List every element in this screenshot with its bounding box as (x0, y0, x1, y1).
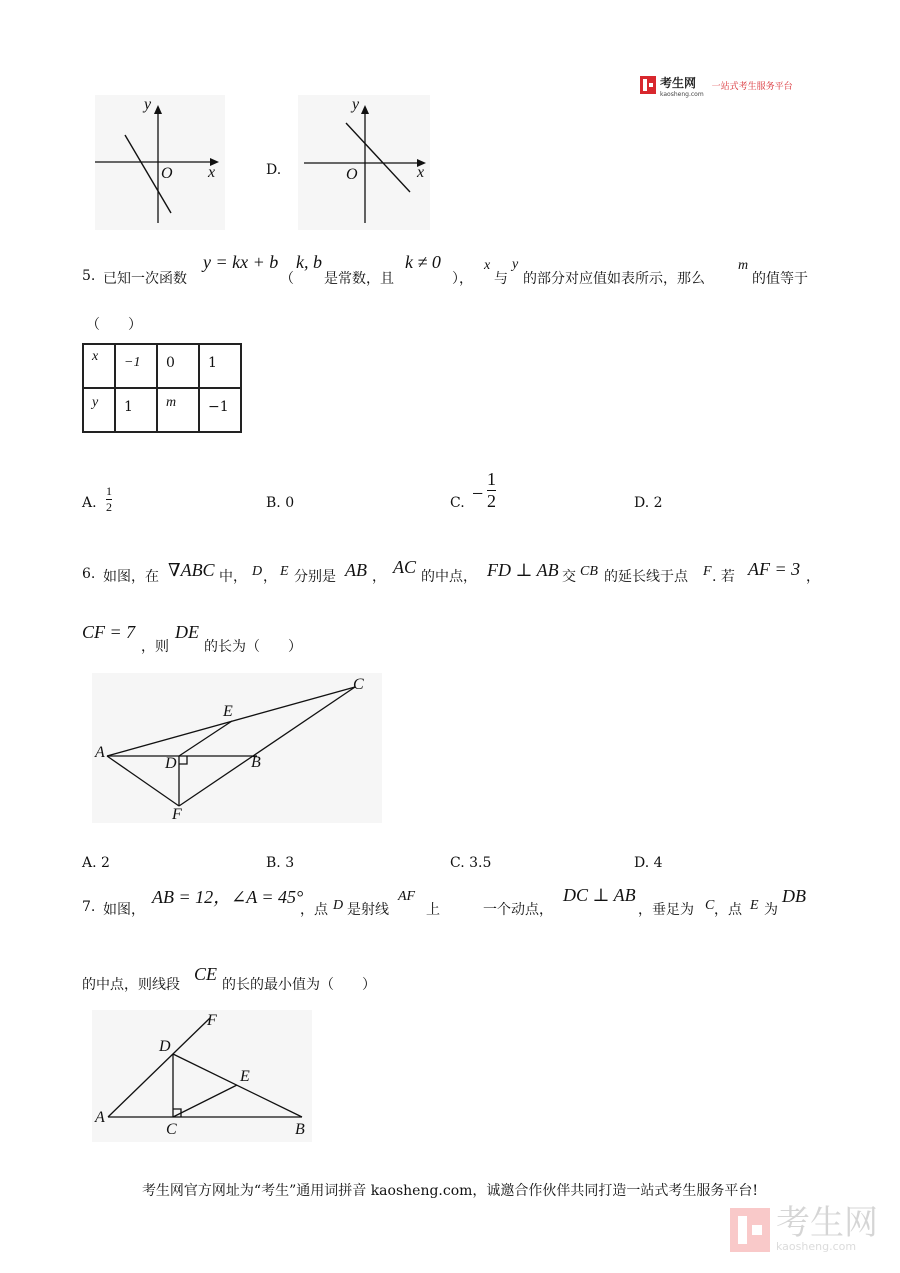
q7-perpendicular: DC ⊥ AB (563, 885, 636, 905)
table-x-value: 1 (208, 355, 217, 371)
logo-name: 考生网 (660, 76, 697, 90)
table-cell (83, 388, 115, 432)
table-cell (199, 388, 241, 432)
q7-text: 如图， (103, 902, 145, 918)
q7-point-c: C (705, 898, 715, 913)
table-y-value: 1 (124, 399, 133, 415)
q7-label-d: D (159, 1038, 171, 1055)
graph-c-x-label: x (208, 164, 216, 181)
q6-text: ， (263, 569, 277, 585)
page-footer: 考生网官方网址为“考生”通用词拼音 kaosheng.com，诚邀合作伙伴共同打造一站式考生服务平台! (141, 1183, 759, 1199)
q7-label-b: B (295, 1121, 305, 1138)
q5-condition: k ≠ 0 (405, 252, 441, 272)
graph-d-origin-label: O (346, 166, 358, 183)
q7-text: ，点 (300, 902, 328, 918)
watermark-logo-icon (730, 1208, 770, 1252)
q6-perpendicular: FD ⊥ AB (487, 560, 559, 580)
q5-var-x: x (484, 258, 491, 273)
q7-text: 是射线 (347, 902, 389, 918)
fraction-denominator: 2 (487, 491, 496, 511)
q5-text: 已知一次函数 (103, 271, 187, 287)
logo-text (660, 72, 704, 98)
table-x-value: 0 (166, 355, 175, 371)
q7-number: 7. (82, 899, 96, 915)
q7-text: 的中点，则线段 (82, 977, 180, 993)
q6-text: 的延长线于点 (604, 569, 688, 585)
q6-number: 6. (82, 566, 96, 582)
q6-label-d: D (165, 755, 177, 772)
fraction-numerator: 1 (106, 484, 112, 498)
table-cell (83, 344, 115, 388)
q6-label-a: A (95, 744, 105, 761)
q7-text: 的长的最小值为（ ） (222, 977, 376, 993)
q6-text: ， (372, 569, 386, 585)
q6-point-d: D (252, 564, 263, 579)
q5-option-b: B. 0 (266, 495, 295, 511)
q6-point-f: F (703, 564, 712, 579)
q7-ray-af: AF (398, 889, 416, 904)
q6-point-e: E (280, 564, 289, 579)
watermark-text (776, 1203, 878, 1253)
q6-segment-ac: AC (393, 557, 417, 577)
q7-text: ，垂足为 (638, 902, 694, 918)
table-cell (157, 344, 199, 388)
table-cell (115, 388, 157, 432)
q6-segment-ab: AB (345, 560, 367, 580)
graph-d-y-label: y (352, 96, 360, 113)
q7-label-a: A (95, 1109, 105, 1126)
table-y-value: m (166, 395, 177, 410)
q5-answer-blank: （ ） (86, 317, 142, 333)
q6-figure (92, 673, 382, 823)
logo-domain: kaosheng.com (660, 91, 704, 98)
value-table (82, 343, 242, 433)
q7-text: ，点 (714, 902, 742, 918)
q7-text: 一个动点， (483, 902, 553, 918)
q6-segment-de: DE (175, 622, 199, 642)
q6-text: 如图，在 (103, 569, 159, 585)
header-slogan: 一站式考生服务平台 (711, 81, 793, 92)
q7-figure (92, 1010, 312, 1142)
q6-text: . 若 (712, 569, 735, 585)
q6-text: ，则 (141, 639, 169, 655)
table-x-value: −1 (124, 355, 141, 370)
q7-text: 上 (426, 902, 440, 918)
q6-label-f: F (172, 806, 182, 823)
table-header-x: x (92, 349, 99, 364)
q6-cf-value: CF = 7 (82, 622, 136, 642)
q5-text: 与 (494, 271, 508, 287)
graph-option-d (298, 95, 430, 230)
q5-function: y = kx + b (203, 252, 279, 272)
option-d-label: D. (266, 162, 282, 178)
q6-label-b: B (251, 754, 261, 771)
q5-option-c-fraction (487, 469, 496, 512)
watermark (730, 1203, 878, 1253)
logo-icon (640, 76, 656, 94)
table-cell (157, 388, 199, 432)
graph-c-y-label: y (144, 96, 152, 113)
q7-label-c: C (166, 1121, 177, 1138)
graph-option-c (95, 95, 225, 230)
q6-option-d: D. 4 (634, 855, 663, 871)
q6-text: 中， (219, 569, 247, 585)
q7-text: 为 (764, 902, 778, 918)
fraction-denominator: 2 (106, 500, 112, 514)
q6-text: 的中点， (421, 569, 477, 585)
table-cell (199, 344, 241, 388)
q5-var-m: m (738, 258, 749, 273)
q5-text: ）， (452, 271, 473, 287)
q7-point-e: E (750, 898, 759, 913)
q6-triangle: ∇ABC (168, 560, 215, 580)
graph-c-origin-label: O (161, 165, 173, 182)
q5-text: 是常数，且 (324, 271, 394, 287)
q7-label-e: E (240, 1068, 250, 1085)
header-logo (640, 72, 793, 98)
q5-option-c-label: C. (450, 495, 465, 511)
q6-label-e: E (223, 703, 233, 720)
q6-text: 交 (562, 569, 576, 585)
fraction-numerator: 1 (487, 469, 496, 489)
q6-af-value: AF = 3 (748, 559, 801, 579)
q6-text: 的长为（ ） (204, 639, 302, 655)
q5-number: 5. (82, 268, 96, 284)
q6-option-b: B. 3 (266, 855, 295, 871)
q7-label-f: F (207, 1012, 217, 1029)
table-row (83, 388, 241, 432)
q5-paren: （ (280, 271, 294, 287)
table-row (83, 344, 241, 388)
q7-given: AB = 12，∠A = 45° (152, 887, 304, 907)
q5-option-d: D. 2 (634, 495, 663, 511)
q5-var-y: y (512, 257, 519, 272)
q7-segment-db: DB (782, 886, 806, 906)
watermark-name: 考生网 (776, 1203, 878, 1243)
table-header-y: y (92, 395, 99, 410)
q6-label-c: C (353, 676, 364, 693)
q6-segment-cb: CB (580, 564, 598, 579)
table-cell (115, 344, 157, 388)
q6-option-a: A. 2 (82, 855, 110, 871)
q6-option-c: C. 3.5 (450, 855, 492, 871)
q5-text: 的部分对应值如表所示，那么 (523, 271, 705, 287)
q6-text: 分别是 (294, 569, 336, 585)
watermark-domain: kaosheng.com (776, 1240, 857, 1253)
q6-text: ， (806, 569, 820, 585)
table-y-value: −1 (208, 399, 229, 415)
q5-option-c-sign: − (472, 483, 484, 505)
graph-d-x-label: x (417, 164, 425, 181)
q7-segment-ce: CE (194, 964, 218, 984)
q5-params: k, b (296, 252, 322, 272)
q7-point-d: D (333, 898, 344, 913)
q5-text: 的值等于 (752, 271, 808, 287)
q5-option-a-fraction (106, 484, 112, 515)
q5-option-a-label: A. (82, 495, 97, 511)
